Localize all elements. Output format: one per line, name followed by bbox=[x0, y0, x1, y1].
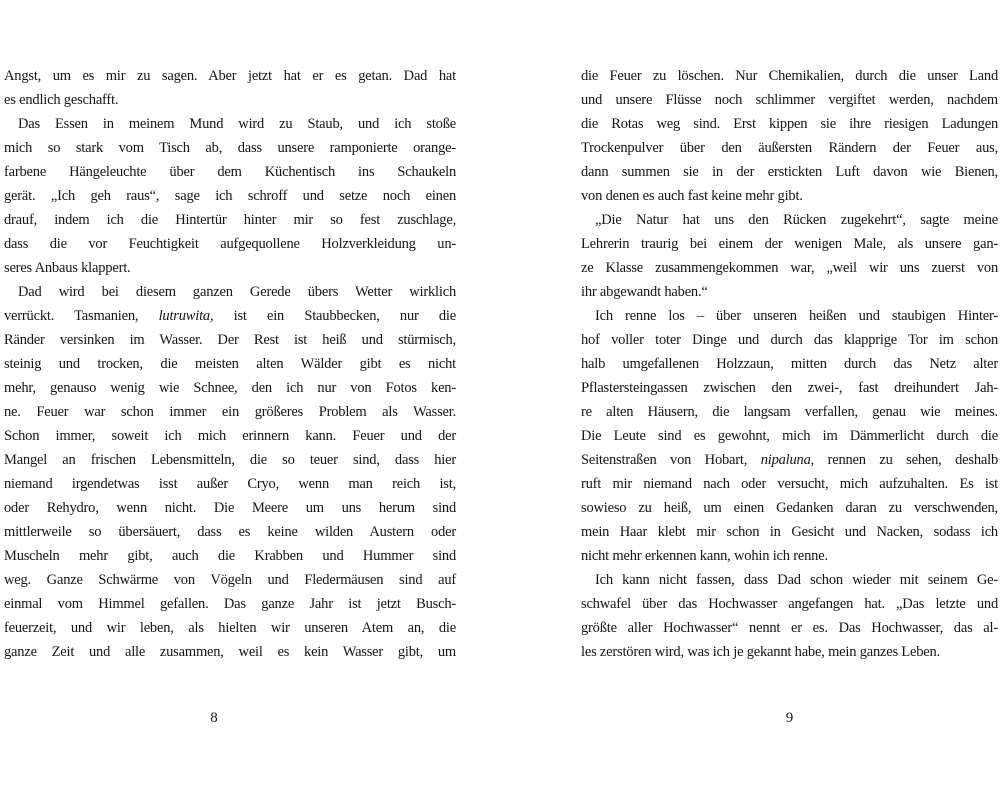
text-line bbox=[581, 184, 998, 208]
text-line bbox=[4, 232, 456, 256]
text-line bbox=[4, 208, 456, 232]
text-segment: schwafel über das Hochwasser angefangen hat. „Das letzte und bbox=[581, 596, 998, 612]
text-segment: hof voller toter Dinge und durch das klapprige Tor im schon bbox=[581, 332, 998, 348]
text-line bbox=[581, 136, 998, 160]
text-line bbox=[4, 64, 456, 88]
text-line bbox=[4, 376, 456, 400]
text-line bbox=[4, 280, 456, 304]
text-line bbox=[581, 88, 998, 112]
text-line bbox=[4, 520, 456, 544]
text-segment: re alten Häusern, die langsam verfallen, genau wie meines. bbox=[581, 404, 998, 420]
text-segment: größte aller Hochwasser“ nennt er es. Das Hochwasser, das al- bbox=[581, 620, 998, 636]
text-segment: Dad wird bei diesem ganzen Gerede übers Wetter wirklich bbox=[18, 284, 456, 300]
text-segment: halb umgefallenen Holzzaun, mitten durch das Netz alter bbox=[581, 356, 998, 372]
text-segment: seres Anbaus klappert. bbox=[4, 260, 131, 276]
text-segment: Ich renne los – über unseren heißen und staubigen Hinter- bbox=[595, 308, 998, 324]
text-segment: , ist ein Staubbecken, nur die bbox=[209, 308, 456, 324]
text-line bbox=[4, 544, 456, 568]
text-segment: die Rotas weg sind. Erst kippen sie ihre riesigen Ladungen bbox=[581, 116, 998, 132]
text-line bbox=[4, 424, 456, 448]
text-lines bbox=[4, 64, 456, 664]
text-segment: einmal vom Himmel gefallen. Das ganze Jahr ist jetzt Busch- bbox=[4, 596, 456, 612]
text-line bbox=[4, 448, 456, 472]
text-segment: , rennen zu sehen, deshalb bbox=[810, 452, 998, 468]
text-segment: Muscheln mehr gibt, auch die Krabben und Hummer sind bbox=[4, 548, 456, 564]
text-segment: steinig und trocken, die meisten alten Wälder gibt es nicht bbox=[4, 356, 456, 372]
text-line bbox=[581, 568, 998, 592]
text-line bbox=[581, 472, 998, 496]
text-line bbox=[581, 304, 998, 328]
text-line bbox=[581, 280, 998, 304]
text-line bbox=[4, 400, 456, 424]
text-segment: feuerzeit, und wir leben, als hielten wir unseren Atem an, die bbox=[4, 620, 456, 636]
text-segment: Ich kann nicht fassen, dass Dad schon wieder mit seinem Ge- bbox=[595, 572, 998, 588]
text-segment: ruft mir niemand nach oder versucht, mich aufzuhalten. Es ist bbox=[581, 476, 998, 492]
text-line bbox=[4, 112, 456, 136]
text-segment: oder Rehydro, wenn nicht. Die Meere um uns herum sind bbox=[4, 500, 456, 516]
text-segment: mich so stark vom Tisch ab, dass unsere ramponierte orange- bbox=[4, 140, 456, 156]
text-segment: verrückt. Tasmanien, bbox=[4, 308, 159, 324]
text-segment: es endlich geschafft. bbox=[4, 92, 119, 108]
text-line bbox=[581, 592, 998, 616]
text-line bbox=[581, 640, 998, 664]
text-line bbox=[4, 568, 456, 592]
text-line bbox=[581, 112, 998, 136]
text-segment: ne. Feuer war schon immer ein größeres Problem als Wasser. bbox=[4, 404, 456, 420]
page-number: 9 bbox=[785, 710, 794, 726]
text-line bbox=[581, 328, 998, 352]
text-segment: les zerstören wird, was ich je gekannt habe, mein ganzes Leben. bbox=[581, 644, 941, 660]
text-segment: Das Essen in meinem Mund wird zu Staub, und ich stoße bbox=[18, 116, 456, 132]
text-line bbox=[581, 352, 998, 376]
text-segment: Pflastersteingassen zwischen den zwei-, fast dreihundert Jah- bbox=[581, 380, 998, 396]
text-line bbox=[581, 160, 998, 184]
text-segment: mittlerweile so übersäuert, dass es keine wilden Austern oder bbox=[4, 524, 456, 540]
text-segment: gerät. „Ich geh raus“, sage ich schroff und setze noch einen bbox=[4, 188, 456, 204]
text-line bbox=[4, 160, 456, 184]
page-number: 8 bbox=[210, 710, 218, 726]
text-segment: und unsere Flüsse noch schlimmer vergiftet werden, nachdem bbox=[581, 92, 998, 108]
text-line bbox=[4, 496, 456, 520]
text-segment: Trockenpulver über den äußersten Rändern der Feuer aus, bbox=[581, 140, 998, 156]
text-line bbox=[581, 208, 998, 232]
text-line bbox=[4, 616, 456, 640]
text-line bbox=[4, 472, 456, 496]
text-segment: ze Klasse zusammengekommen war, „weil wir uns zuerst von bbox=[581, 260, 998, 276]
text-segment: nicht mehr erkennen kann, wohin ich renne. bbox=[581, 548, 828, 564]
text-line bbox=[581, 448, 998, 472]
text-segment: Mangel an frischen Lebensmitteln, die so teuer sind, dass hier bbox=[4, 452, 456, 468]
text-segment: drauf, indem ich die Hintertür hinter mir so fest zuschlage, bbox=[4, 212, 456, 228]
text-segment: sowieso zu heiß, um einen Gedanken daran zu verschwenden, bbox=[581, 500, 998, 516]
text-segment: ganze Zeit und alle zusammen, weil es kein Wasser gibt, um bbox=[4, 644, 456, 660]
italic-term: lutruwita bbox=[158, 308, 210, 324]
book-page-left bbox=[4, 64, 456, 726]
text-lines bbox=[581, 64, 998, 664]
text-line bbox=[4, 304, 456, 328]
text-line bbox=[4, 592, 456, 616]
text-segment: Die Leute sind es gewohnt, mich im Dämmerlicht durch die bbox=[581, 428, 998, 444]
text-line bbox=[4, 256, 456, 280]
text-segment: ihr abgewandt haben.“ bbox=[581, 284, 708, 300]
text-segment: mein Haar klebt mir schon in Gesicht und Nacken, sodass ich bbox=[581, 524, 998, 540]
text-segment: weg. Ganze Schwärme von Vögeln und Fledermäusen sind auf bbox=[4, 572, 456, 588]
text-segment: „Die Natur hat uns den Rücken zugekehrt“, sagte meine bbox=[595, 212, 998, 228]
text-segment: dass die vor Feuchtigkeit aufgequollene Holzverkleidung un- bbox=[4, 236, 456, 252]
text-segment: farbene Hängeleuchte über dem Küchentisch ins Schaukeln bbox=[4, 164, 456, 180]
text-line bbox=[581, 64, 998, 88]
text-line bbox=[581, 616, 998, 640]
text-segment: Lehrerin traurig bei einem der wenigen Male, als unsere gan- bbox=[581, 236, 998, 252]
text-line bbox=[581, 400, 998, 424]
text-line bbox=[581, 520, 998, 544]
text-segment: Angst, um es mir zu sagen. Aber jetzt hat er es getan. Dad hat bbox=[4, 68, 456, 84]
text-line bbox=[581, 544, 998, 568]
text-line bbox=[4, 136, 456, 160]
text-segment: dann summen sie in der erstickten Luft davon wie Bienen, bbox=[581, 164, 998, 180]
text-segment: Schon immer, soweit ich mich erinnern kann. Feuer und der bbox=[4, 428, 456, 444]
text-segment: die Feuer zu löschen. Nur Chemikalien, durch die unser Land bbox=[581, 68, 998, 84]
book-page-right bbox=[581, 64, 998, 726]
text-segment: Ränder versinken im Wasser. Der Rest ist heiß und stürmisch, bbox=[4, 332, 456, 348]
text-segment: von denen es auch fast keine mehr gibt. bbox=[581, 188, 803, 204]
text-line bbox=[4, 640, 456, 664]
text-line bbox=[581, 424, 998, 448]
text-line bbox=[581, 496, 998, 520]
text-line bbox=[581, 232, 998, 256]
italic-term: nipaluna bbox=[760, 452, 811, 468]
text-line bbox=[4, 352, 456, 376]
text-segment: mehr, genauso wenig wie Schnee, den ich nur von Fotos ken- bbox=[4, 380, 456, 396]
text-line bbox=[581, 256, 998, 280]
text-line bbox=[4, 328, 456, 352]
text-line bbox=[4, 88, 456, 112]
text-segment: niemand irgendetwas isst außer Cryo, wenn man reich ist, bbox=[4, 476, 456, 492]
text-line bbox=[581, 376, 998, 400]
text-segment: Seitenstraßen von Hobart, bbox=[581, 452, 761, 468]
text-line bbox=[4, 184, 456, 208]
